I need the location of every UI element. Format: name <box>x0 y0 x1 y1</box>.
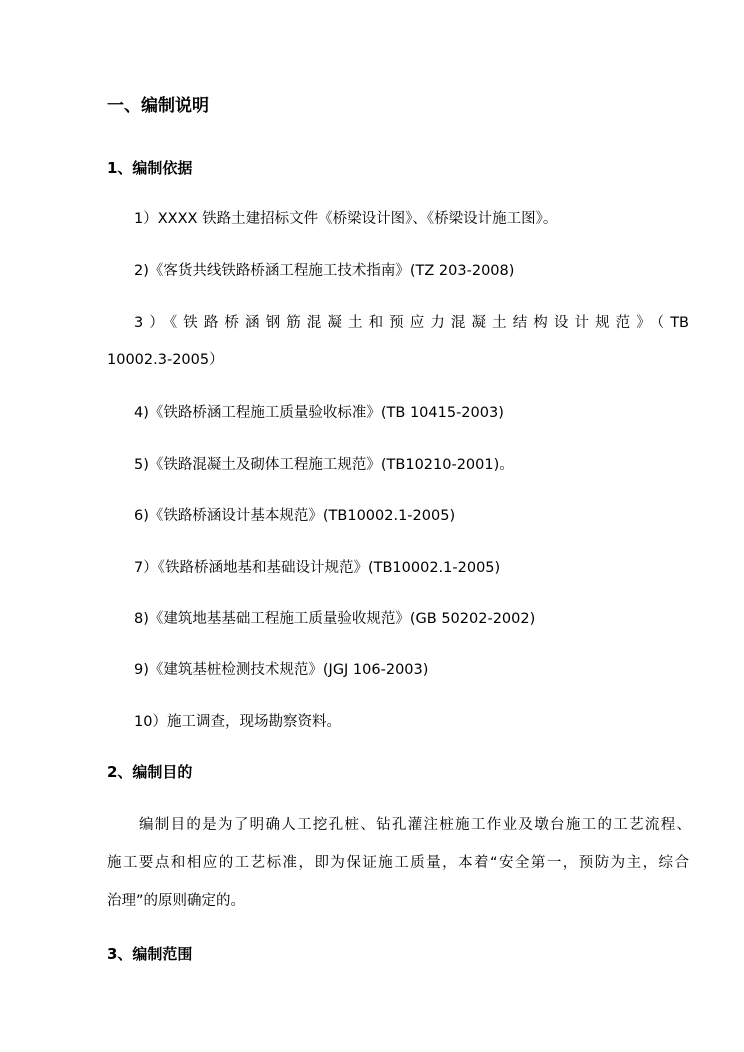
basis-item-2: 2)《客货共线铁路桥涵工程施工技术指南》(TZ 203-2008) <box>134 263 515 279</box>
purpose-paragraph-line-3: 治理”的原则确定的。 <box>107 893 246 909</box>
basis-item-9: 9)《建筑基桩检测技术规范》(JGJ 106-2003) <box>134 662 429 678</box>
basis-item-10: 10）施工调查，现场勘察资料。 <box>134 714 341 730</box>
section-title-scope: 3、编制范围 <box>107 945 193 963</box>
heading-compilation-notes: 一、编制说明 <box>107 96 209 116</box>
basis-item-8: 8)《建筑地基基础工程施工质量验收规范》(GB 50202-2002) <box>134 611 536 627</box>
basis-item-3: 3）《铁路桥涵钢筋混凝土和预应力混凝土结构设计规范》（TB <box>134 315 689 331</box>
basis-item-6: 6)《铁路桥涵设计基本规范》(TB10002.1-2005) <box>134 508 456 524</box>
purpose-paragraph-line-1: 编制目的是为了明确人工挖孔桩、钻孔灌注桩施工作业及墩台施工的工艺流程、 <box>139 817 691 833</box>
basis-item-1: 1）XXXX 铁路土建招标文件《桥梁设计图》、《桥梁设计施工图》。 <box>134 211 558 227</box>
purpose-paragraph-line-2: 施工要点和相应的工艺标准，即为保证施工质量，本着“安全第一，预防为主，综合 <box>107 855 689 871</box>
section-title-purpose: 2、编制目的 <box>107 763 193 781</box>
basis-item-7: 7）《铁路桥涵地基和基础设计规范》(TB10002.1-2005) <box>134 560 501 576</box>
basis-item-5: 5)《铁路混凝土及砌体工程施工规范》(TB10210-2001)。 <box>134 457 514 473</box>
basis-item-3-continued: 10002.3-2005） <box>107 352 224 368</box>
section-title-basis: 1、编制依据 <box>107 159 193 177</box>
basis-item-4: 4)《铁路桥涵工程施工质量验收标准》(TB 10415-2003) <box>134 405 504 421</box>
